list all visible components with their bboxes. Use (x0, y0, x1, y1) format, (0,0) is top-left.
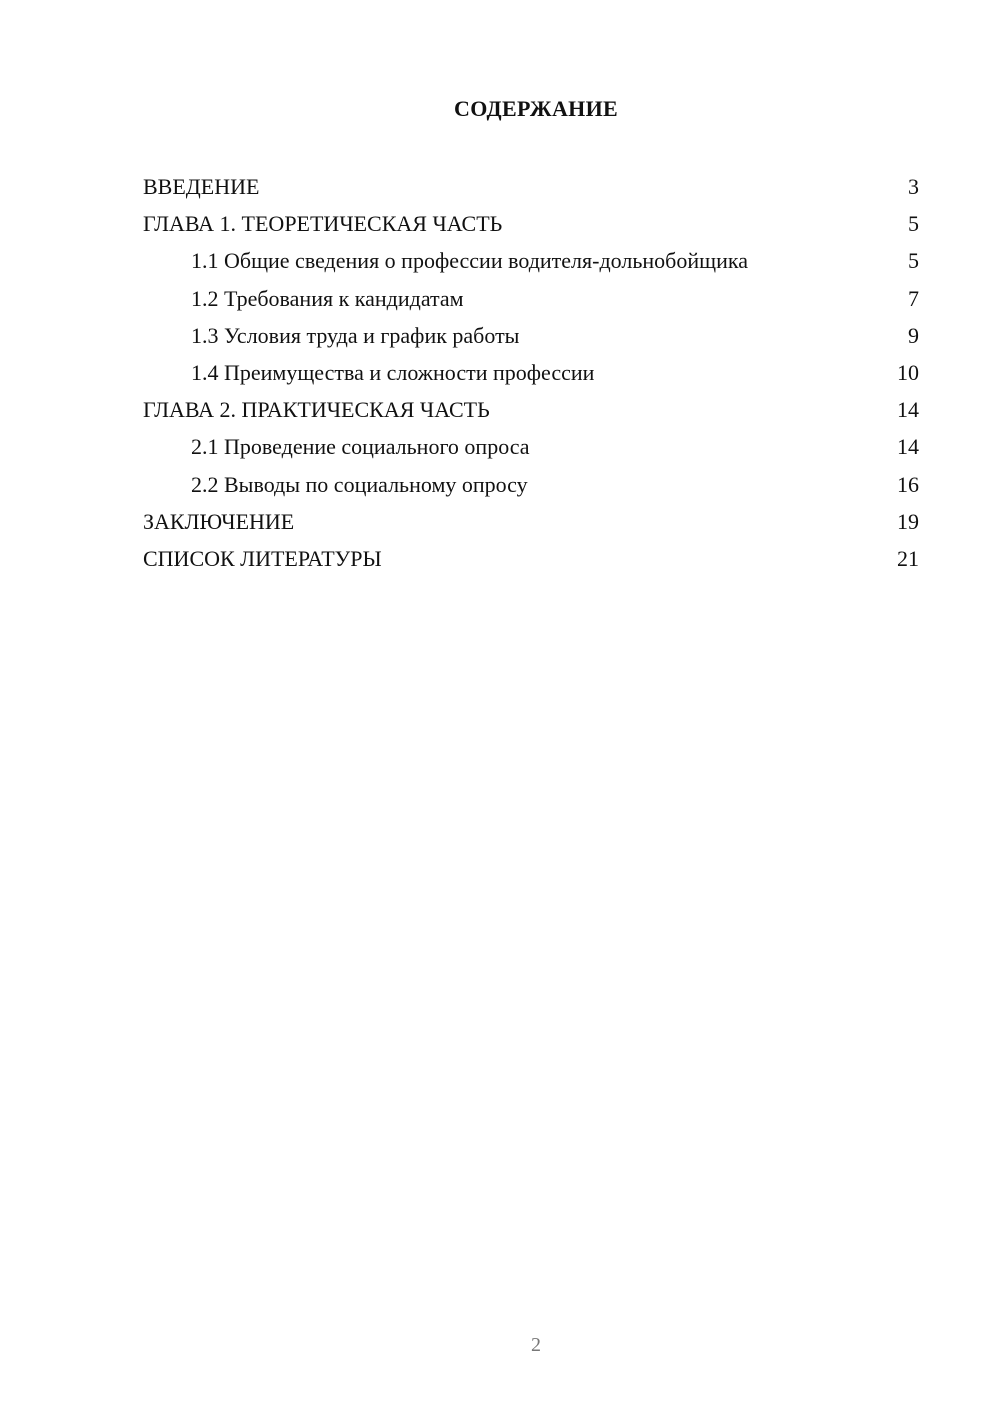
toc-entry-conclusion[interactable] (143, 503, 919, 540)
toc-entry-label: 2.2 Выводы по социальному опросу (191, 471, 528, 497)
toc-entry-label: ЗАКЛЮЧЕНИЕ (143, 508, 295, 534)
toc-entry-section-2-2[interactable] (143, 466, 919, 503)
toc-title: СОДЕРЖАНИЕ (454, 96, 618, 121)
toc-entry-bibliography[interactable] (143, 540, 919, 577)
toc-entry-page: 9 (908, 322, 919, 348)
toc-entry-label: 1.2 Требования к кандидатам (191, 285, 464, 311)
toc-entry-page: 19 (897, 508, 919, 534)
toc-entry-section-1-4[interactable] (143, 354, 919, 391)
toc-entry-chapter-1[interactable] (143, 205, 919, 242)
toc-entry-section-1-1[interactable] (143, 242, 919, 279)
toc-entry-page: 14 (897, 397, 919, 423)
toc-entry-label: ГЛАВА 1. ТЕОРЕТИЧЕСКАЯ ЧАСТЬ (143, 211, 503, 237)
toc-entry-section-1-2[interactable] (143, 280, 919, 317)
toc-entry-page: 5 (908, 248, 919, 274)
toc-entry-page: 3 (908, 174, 919, 199)
toc-entry-label: 2.1 Проведение социального опроса (191, 434, 530, 460)
toc-entry-page: 5 (908, 211, 919, 237)
toc-entry-introduction[interactable] (143, 168, 919, 205)
toc-entry-chapter-2[interactable] (143, 391, 919, 428)
toc-entry-page: 10 (897, 359, 919, 385)
toc-entry-section-2-1[interactable] (143, 428, 919, 465)
toc-entry-section-1-3[interactable] (143, 317, 919, 354)
page-number: 2 (531, 1334, 541, 1356)
toc-entry-label: 1.4 Преимущества и сложности профессии (191, 359, 595, 385)
toc-entry-page: 16 (897, 471, 919, 497)
toc-entry-label: 1.3 Условия труда и график работы (191, 322, 520, 348)
toc-entry-page: 7 (908, 285, 919, 311)
toc-entry-label: ГЛАВА 2. ПРАКТИЧЕСКАЯ ЧАСТЬ (143, 397, 490, 423)
toc-entry-label: 1.1 Общие сведения о профессии водителя-дольнобойщика (191, 248, 748, 274)
toc-entry-label: СПИСОК ЛИТЕРАТУРЫ (143, 545, 382, 571)
table-of-contents (143, 168, 919, 577)
toc-entry-page: 14 (897, 434, 919, 460)
toc-entry-label: ВВЕДЕНИЕ (143, 174, 260, 199)
toc-entry-page: 21 (897, 545, 919, 571)
